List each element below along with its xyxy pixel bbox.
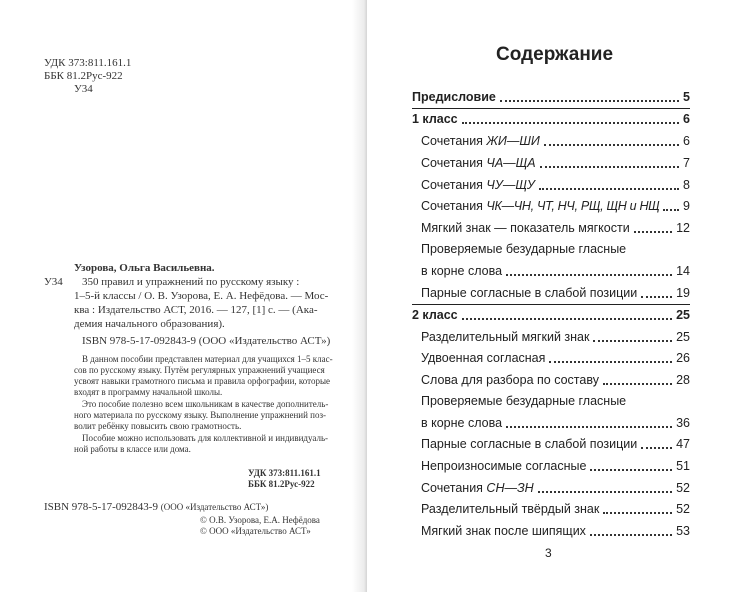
toc-leader-dots [538,491,672,493]
bbk-code-2: ББК 81.2Рус-922 [248,479,315,489]
section-rule [412,108,690,109]
toc-label-italic: ЧК—ЧН, ЧТ, НЧ, РЩ, ЩН и НЩ [486,199,660,213]
annotation-line-9: ной работы в классе или дома. [74,444,191,454]
isbn-number: ISBN 978-5-17-092843-9 [44,501,158,513]
toc-item[interactable] [421,286,690,301]
toc-label: Мягкий знак — показатель мягкости [421,221,630,235]
toc-item[interactable] [421,524,690,539]
toc-label-italic: ЧА—ЩА [486,156,536,170]
toc-leader-dots [506,274,672,276]
annotation-line-2: сов по русскому языку. Путём регулярных упражнений учащиеся [74,365,325,375]
toc-leader-dots [641,447,672,449]
toc-item[interactable] [421,330,690,345]
toc-item[interactable] [421,502,690,517]
toc-item[interactable] [421,199,690,214]
toc-leader-dots [500,100,679,102]
toc-label: Сочетания [421,134,487,148]
toc-leader-dots [462,122,679,124]
toc-leader-dots [462,318,672,320]
toc-leader-dots [590,469,672,471]
annotation-line-1: В данном пособии представлен материал для учащихся 1–5 клас- [82,354,333,364]
toc-page: 47 [676,437,690,451]
annotation-line-8: Пособие можно использовать для коллективной и индивидуаль- [82,433,329,443]
toc-leader-dots [590,534,672,536]
toc-item[interactable] [421,437,690,452]
toc-item-multiline-first[interactable]: Проверяемые безударные гласные [421,242,627,256]
toc-item[interactable] [421,351,690,366]
toc-label: в корне слова [421,264,503,278]
toc-label: Мягкий знак после шипящих [421,524,586,538]
copyright-publisher: © ООО «Издательство АСТ» [200,526,311,536]
toc-label: Сочетания [421,199,487,213]
toc-leader-dots [544,144,679,146]
toc-page: 26 [676,351,690,365]
side-author-sign: У34 [44,276,63,288]
toc-label-italic: СН—ЗН [486,481,534,495]
isbn-line: ISBN 978-5-17-092843-9 (ООО «Издательство АСТ») [82,335,331,347]
toc-label: Разделительный мягкий знак [421,330,590,344]
toc-item[interactable] [421,416,690,431]
copyright-authors: © О.В. Узорова, Е.А. Нефёдова [200,515,320,525]
udk-code-2: УДК 373:811.161.1 [248,468,321,478]
toc-item-multiline-first[interactable]: Проверяемые безударные гласные [421,394,627,408]
toc-label: Разделительный твёрдый знак [421,502,600,516]
toc-label: 1 класс [412,112,458,126]
toc-leader-dots [539,188,679,190]
toc-page: 25 [676,308,690,322]
toc-class-2[interactable] [412,308,690,323]
toc-label: Непроизносимые согласные [421,459,587,473]
isbn-bottom [44,501,268,514]
toc-page: 12 [676,221,690,235]
toc-page: 52 [676,502,690,516]
section-rule [412,304,690,305]
toc-page: 36 [676,416,690,430]
toc-leader-dots [603,383,672,385]
toc-page: 9 [683,199,690,213]
toc-leader-dots [549,361,672,363]
toc-label: Слова для разбора по составу [421,373,599,387]
toc-page: 6 [683,112,690,126]
toc-page: 25 [676,330,690,344]
annotation-line-5: Это пособие полезно всем школьникам в качестве дополнитель- [82,399,329,409]
toc-leader-dots [634,231,672,233]
toc-label-italic: ЧУ—ЩУ [486,178,535,192]
toc-item[interactable] [421,221,690,236]
toc-label-italic: ЖИ—ШИ [486,134,540,148]
annotation-line-4: входят в программу начальной школы. [74,387,223,397]
biblio-line-3: ква : Издательство АСТ, 2016. — 127, [1] с. — (Ака- [74,304,318,316]
page-title: Содержание [496,44,614,65]
toc-page: 19 [676,286,690,300]
biblio-line-1: 350 правил и упражнений по русскому языку : [82,276,300,288]
isbn-publisher: (ООО «Издательство АСТ») [160,502,269,512]
author-name: Узорова, Ольга Васильевна. [74,262,215,274]
toc-item[interactable] [421,134,690,149]
toc-label: Парные согласные в слабой позиции [421,286,638,300]
toc-page: 14 [676,264,690,278]
toc-class-1[interactable] [412,112,690,127]
toc-label: 2 класс [412,308,458,322]
toc-leader-dots [641,296,672,298]
toc-page: 53 [676,524,690,538]
annotation-line-7: волит ребёнку повысить свою грамотность. [74,421,242,431]
toc-label: Сочетания [421,156,487,170]
toc-preface[interactable] [412,90,690,105]
toc-label: Сочетания [421,481,487,495]
toc-page: 51 [676,459,690,473]
toc-item[interactable] [421,481,690,496]
bbk-code: ББК 81.2Рус-922 [44,70,123,82]
udk-code: УДК 373:811.161.1 [44,57,132,69]
toc-leader-dots [506,426,672,428]
toc-label: Сочетания [421,178,487,192]
toc-page: 28 [676,373,690,387]
toc-item[interactable] [421,264,690,279]
toc-leader-dots [540,166,679,168]
toc-item[interactable] [421,459,690,474]
toc-item[interactable] [421,373,690,388]
toc-leader-dots [593,340,672,342]
annotation-line-6: ного материала по русскому языку. Выполнение упражнений поз- [74,410,327,420]
toc-page: 5 [683,90,690,104]
page-number: 3 [545,546,552,560]
toc-item[interactable] [421,178,690,193]
toc-leader-dots [603,512,672,514]
toc-page: 8 [683,178,690,192]
toc-page: 6 [683,134,690,148]
imprint-page [0,0,366,592]
toc-label: Парные согласные в слабой позиции [421,437,638,451]
toc-leader-dots [663,209,679,211]
toc-label: в корне слова [421,416,503,430]
toc-page: 52 [676,481,690,495]
author-sign: У34 [74,83,93,95]
toc-label: Удвоенная согласная [421,351,546,365]
biblio-line-4: демия начального образования). [74,318,225,330]
toc-item[interactable] [421,156,690,171]
biblio-line-2: 1–5-й классы / О. В. Узорова, Е. А. Нефёдова. — Мос- [74,290,329,302]
toc-label: Предисловие [412,90,496,104]
toc-page: 7 [683,156,690,170]
annotation-line-3: усвоят навыки грамотного письма и правила орфографии, которые [74,376,331,386]
